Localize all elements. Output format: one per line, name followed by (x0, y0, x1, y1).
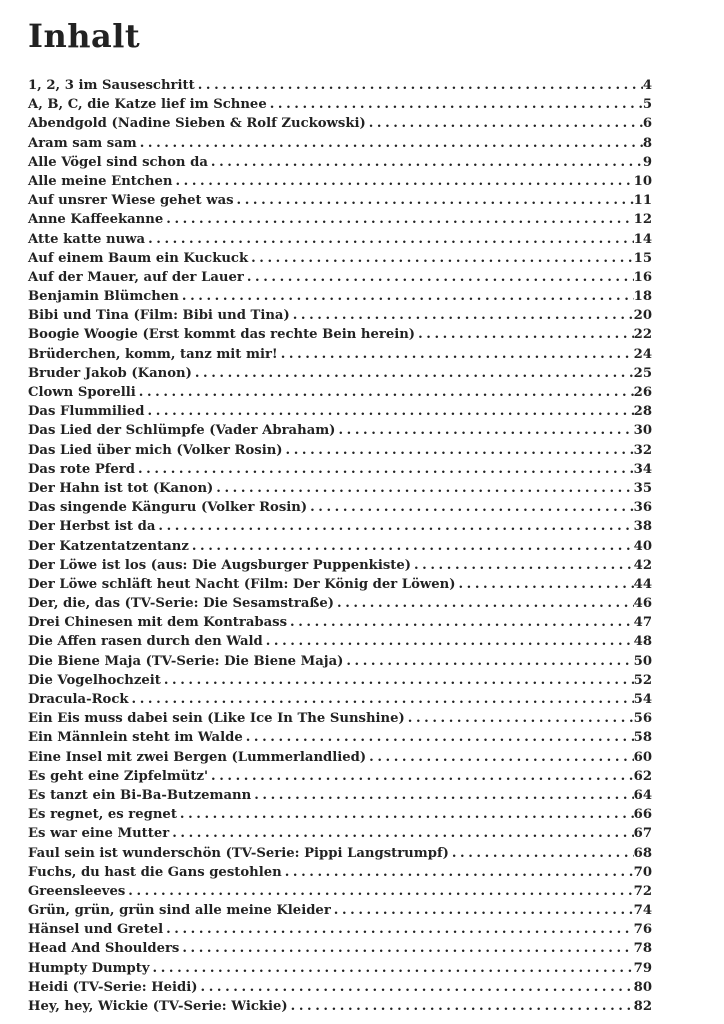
toc-entry-page: 56 (633, 711, 652, 727)
toc-entry (28, 498, 652, 517)
toc-entry-page: 60 (633, 749, 652, 765)
toc-entry (28, 153, 652, 172)
toc-entry-title: Die Vogelhochzeit (28, 672, 161, 688)
dot-leader (139, 383, 634, 402)
dot-leader (338, 421, 633, 440)
toc-entry-title: Hänsel und Gretel (28, 922, 164, 938)
dot-leader (198, 76, 643, 95)
toc-entry (28, 306, 652, 325)
dot-leader (346, 652, 633, 671)
toc-entry-page: 78 (633, 941, 652, 957)
dot-leader (418, 325, 634, 344)
toc-entry (28, 556, 652, 575)
toc-entry-title: Das singende Känguru (Volker Rosin) (28, 500, 308, 516)
dot-leader (175, 172, 633, 191)
dot-leader (180, 805, 634, 824)
toc-entry-title: Es geht eine Zipfelmütz' (28, 768, 209, 784)
toc-entry (28, 613, 652, 632)
toc-entry-title: Boogie Woogie (Erst kommt das rechte Bein herein) (28, 327, 416, 343)
toc-entry-page: 74 (633, 903, 652, 919)
toc-entry-page: 20 (633, 308, 652, 324)
toc-entry-page: 4 (642, 78, 652, 93)
toc-entry-page: 10 (633, 173, 652, 189)
dot-leader (246, 728, 634, 747)
toc-entry (28, 882, 652, 901)
toc-entry-title: Dracula-Rock (28, 692, 129, 707)
toc-list (28, 76, 652, 1016)
toc-entry (28, 76, 652, 95)
toc-entry-title: Heidi (TV-Serie: Heidi) (28, 979, 198, 995)
dot-leader (369, 114, 643, 133)
toc-entry-page: 54 (633, 692, 652, 707)
toc-entry-title: Abendgold (Nadine Sieben & Rolf Zuckowski) (28, 116, 366, 132)
dot-leader (128, 882, 633, 901)
toc-entry-title: Benjamin Blümchen (28, 289, 179, 305)
toc-entry (28, 632, 652, 651)
toc-entry (28, 997, 652, 1016)
toc-entry-page: 67 (633, 826, 652, 842)
toc-entry-title: Der Hahn ist tot (Kanon) (28, 480, 214, 496)
toc-entry (28, 114, 652, 133)
toc-entry-title: Der Herbst ist da (28, 519, 156, 535)
toc-entry (28, 249, 652, 268)
toc-entry (28, 844, 652, 863)
toc-entry (28, 191, 652, 210)
dot-leader (172, 824, 633, 843)
dot-leader (408, 709, 634, 728)
toc-entry-title: Das rote Pferd (28, 461, 135, 477)
toc-entry-title: Der Löwe ist los (aus: Die Augsburger Puppenkiste) (28, 557, 411, 573)
dot-leader (414, 556, 634, 575)
toc-entry-title: Ein Eis muss dabei sein (Like Ice In The Sunshine) (28, 711, 405, 727)
toc-entry-page: 48 (633, 634, 652, 650)
toc-entry-title: Aram sam sam (28, 135, 137, 151)
toc-entry-title: Drei Chinesen mit dem Kontrabass (28, 615, 287, 631)
toc-entry (28, 441, 652, 460)
toc-entry-title: Faul sein ist wunderschön (TV-Serie: Pippi Langstrumpf) (28, 845, 449, 861)
toc-entry-page: 58 (633, 730, 652, 746)
dot-leader (251, 249, 634, 268)
toc-entry-page: 38 (633, 519, 652, 535)
toc-entry (28, 230, 652, 249)
dot-leader (192, 537, 634, 556)
toc-entry-title: Der Löwe schläft heut Nacht (Film: Der König der Löwen) (28, 576, 456, 592)
toc-entry (28, 537, 652, 556)
dot-leader (138, 460, 634, 479)
dot-leader (211, 153, 643, 172)
toc-entry-title: Es war eine Mutter (28, 826, 170, 842)
toc-entry (28, 594, 652, 613)
toc-entry-page: 70 (633, 864, 652, 880)
toc-entry (28, 709, 652, 728)
toc-entry (28, 748, 652, 767)
toc-entry (28, 517, 652, 536)
toc-entry-page: 28 (633, 404, 652, 420)
dot-leader (254, 786, 633, 805)
dot-leader (369, 748, 634, 767)
toc-entry-title: Das Flummilied (28, 404, 145, 420)
toc-entry-page: 47 (633, 615, 652, 631)
dot-leader (237, 191, 634, 210)
toc-entry-title: Anne Kaffeekanne (28, 212, 164, 228)
toc-entry-title: Ein Männlein steht im Walde (28, 730, 243, 746)
toc-entry-page: 82 (633, 999, 652, 1014)
toc-entry (28, 920, 652, 939)
toc-entry-page: 44 (633, 576, 652, 592)
toc-entry (28, 134, 652, 153)
toc-entry-title: Grün, grün, grün sind alle meine Kleider (28, 903, 331, 919)
dot-leader (285, 863, 634, 882)
dot-leader (182, 939, 633, 958)
toc-entry-title: Bibi und Tina (Film: Bibi und Tina) (28, 308, 290, 324)
toc-entry-title: Atte katte nuwa (28, 231, 146, 247)
toc-entry-page: 24 (633, 346, 652, 362)
toc-entry (28, 383, 652, 402)
toc-entry-page: 26 (633, 385, 652, 400)
dot-leader (182, 287, 634, 306)
toc-entry-page: 46 (633, 596, 652, 612)
toc-entry-title: Fuchs, du hast die Gans gestohlen (28, 864, 282, 880)
toc-entry-page: 50 (633, 653, 652, 669)
toc-entry-title: Head And Shoulders (28, 941, 180, 957)
toc-entry-page: 64 (633, 787, 652, 803)
toc-entry (28, 690, 652, 709)
toc-entry (28, 978, 652, 997)
toc-entry-title: Hey, hey, Wickie (TV-Serie: Wickie) (28, 999, 288, 1014)
dot-leader (293, 306, 634, 325)
toc-entry-title: Die Affen rasen durch den Wald (28, 634, 263, 650)
toc-entry (28, 287, 652, 306)
toc-entry-title: Auf einem Baum ein Kuckuck (28, 250, 249, 266)
toc-entry-page: 76 (633, 922, 652, 938)
toc-entry (28, 345, 652, 364)
toc-entry-page: 9 (642, 154, 652, 170)
toc-entry-page: 12 (633, 212, 652, 228)
toc-entry-page: 42 (633, 557, 652, 573)
toc-entry (28, 959, 652, 978)
toc-entry-title: Der Katzentatzentanz (28, 538, 189, 554)
toc-entry-title: Clown Sporelli (28, 385, 136, 400)
dot-leader (266, 632, 634, 651)
toc-entry-page: 62 (633, 768, 652, 784)
toc-entry-page: 52 (633, 672, 652, 688)
toc-entry-page: 18 (633, 289, 652, 305)
toc-entry-page: 15 (633, 250, 652, 266)
dot-leader (158, 517, 633, 536)
toc-entry-title: 1, 2, 3 im Sauseschritt (28, 78, 195, 93)
toc-entry (28, 421, 652, 440)
toc-entry-title: Es tanzt ein Bi-Ba-Butzemann (28, 787, 252, 803)
toc-entry-page: 79 (633, 960, 652, 976)
dot-leader (452, 844, 634, 863)
toc-entry-title: Brüderchen, komm, tanz mit mir! (28, 346, 278, 362)
toc-entry-title: Eine Insel mit zwei Bergen (Lummerlandlied) (28, 749, 367, 765)
toc-entry-title: Greensleeves (28, 883, 126, 899)
toc-entry (28, 901, 652, 920)
toc-entry (28, 824, 652, 843)
dot-leader (334, 901, 634, 920)
toc-entry (28, 805, 652, 824)
dot-leader (166, 210, 633, 229)
toc-entry-title: Es regnet, es regnet (28, 807, 177, 823)
toc-entry-title: Auf unsrer Wiese gehet was (28, 193, 234, 209)
dot-leader (290, 613, 634, 632)
toc-entry (28, 728, 652, 747)
toc-entry-title: Bruder Jakob (Kanon) (28, 365, 192, 381)
page-title: Inhalt (28, 17, 141, 55)
toc-entry-page: 5 (642, 97, 652, 113)
toc-entry-page: 66 (633, 807, 652, 823)
toc-entry (28, 652, 652, 671)
toc-entry-page: 68 (633, 845, 652, 861)
dot-leader (140, 134, 643, 153)
toc-entry-title: Das Lied über mich (Volker Rosin) (28, 442, 283, 458)
toc-entry-page: 34 (633, 461, 652, 477)
toc-entry (28, 210, 652, 229)
toc-entry-page: 36 (633, 500, 652, 516)
dot-leader (286, 441, 634, 460)
toc-entry (28, 460, 652, 479)
toc-entry-page: 32 (633, 442, 652, 458)
dot-leader (211, 767, 634, 786)
toc-entry (28, 364, 652, 383)
dot-leader (148, 230, 634, 249)
toc-entry-page: 8 (642, 135, 652, 151)
toc-entry (28, 939, 652, 958)
dot-leader (458, 575, 633, 594)
toc-entry-page: 14 (633, 231, 652, 247)
toc-entry-title: Alle Vögel sind schon da (28, 154, 208, 170)
toc-entry-page: 22 (633, 327, 652, 343)
dot-leader (166, 920, 634, 939)
toc-entry-title: Alle meine Entchen (28, 173, 173, 189)
toc-entry (28, 172, 652, 191)
toc-entry-page: 11 (633, 193, 652, 209)
dot-leader (153, 959, 634, 978)
toc-entry (28, 671, 652, 690)
toc-entry-title: A, B, C, die Katze lief im Schnee (28, 97, 267, 113)
toc-entry-page: 72 (633, 883, 652, 899)
toc-entry-page: 80 (633, 979, 652, 995)
dot-leader (281, 345, 634, 364)
toc-entry-page: 25 (633, 365, 652, 381)
toc-entry-title: Das Lied der Schlümpfe (Vader Abraham) (28, 423, 336, 439)
toc-entry-title: Der, die, das (TV-Serie: Die Sesamstraße) (28, 596, 335, 612)
toc-entry (28, 786, 652, 805)
toc-entry-title: Die Biene Maja (TV-Serie: Die Biene Maja) (28, 653, 344, 669)
toc-entry (28, 767, 652, 786)
dot-leader (195, 364, 634, 383)
toc-entry-page: 30 (633, 423, 652, 439)
dot-leader (310, 498, 634, 517)
toc-entry-page: 35 (633, 480, 652, 496)
toc-entry (28, 402, 652, 421)
dot-leader (216, 479, 633, 498)
dot-leader (291, 997, 634, 1016)
toc-entry (28, 479, 652, 498)
dot-leader (270, 95, 643, 114)
toc-entry-title: Auf der Mauer, auf der Lauer (28, 269, 244, 285)
toc-entry-page: 40 (633, 538, 652, 554)
dot-leader (337, 594, 634, 613)
dot-leader (201, 978, 634, 997)
dot-leader (164, 671, 634, 690)
toc-entry (28, 268, 652, 287)
toc-entry (28, 325, 652, 344)
toc-entry (28, 863, 652, 882)
toc-entry (28, 575, 652, 594)
dot-leader (132, 690, 634, 709)
dot-leader (148, 402, 634, 421)
dot-leader (247, 268, 634, 287)
toc-entry-page: 6 (642, 116, 652, 132)
toc-entry-title: Humpty Dumpty (28, 960, 150, 976)
toc-entry-page: 16 (633, 269, 652, 285)
toc-entry (28, 95, 652, 114)
